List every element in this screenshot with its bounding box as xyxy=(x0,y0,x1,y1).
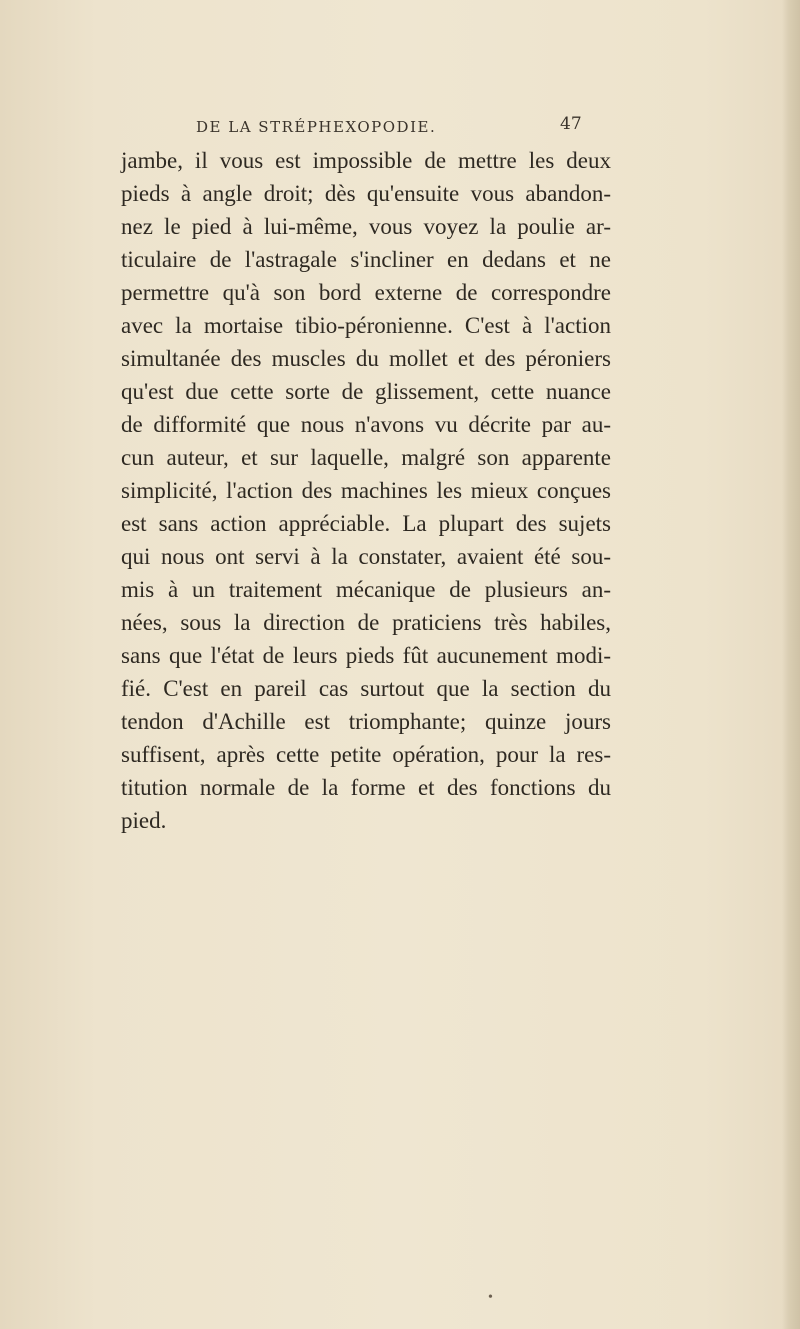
text-line: est sans action appréciable. La plupart des sujets xyxy=(121,511,611,536)
printer-mark: • xyxy=(488,1290,493,1305)
text-line: titution normale de la forme et des fonctions du xyxy=(121,775,611,800)
text-line: pied. xyxy=(121,808,167,833)
text-line: pieds à angle droit; dès qu'ensuite vous abandon- xyxy=(121,181,611,206)
text-line: cun auteur, et sur laquelle, malgré son apparente xyxy=(121,445,611,470)
text-line: simplicité, l'action des machines les mieux conçues xyxy=(121,478,611,503)
text-line: nées, sous la direction de praticiens très habiles, xyxy=(121,610,611,635)
page-number: 47 xyxy=(560,114,582,134)
text-line: fié. C'est en pareil cas surtout que la section du xyxy=(121,676,611,701)
text-line: simultanée des muscles du mollet et des péroniers xyxy=(121,346,611,371)
page-header xyxy=(0,114,800,142)
running-head: DE LA STRÉPHEXOPODIE. xyxy=(196,118,437,136)
text-line: jambe, il vous est impossible de mettre les deux xyxy=(121,148,611,173)
text-line: mis à un traitement mécanique de plusieurs an- xyxy=(121,577,611,602)
text-line: permettre qu'à son bord externe de correspondre xyxy=(121,280,611,305)
text-line: nez le pied à lui-même, vous voyez la poulie ar- xyxy=(121,214,611,239)
text-line: suffisent, après cette petite opération, pour la res- xyxy=(121,742,611,767)
body-paragraph xyxy=(121,144,611,837)
text-line: qui nous ont servi à la constater, avaient été sou- xyxy=(121,544,611,569)
text-line: qu'est due cette sorte de glissement, cette nuance xyxy=(121,379,611,404)
text-line: sans que l'état de leurs pieds fût aucunement modi- xyxy=(121,643,611,668)
page-edge-shadow xyxy=(782,0,800,1329)
text-line: de difformité que nous n'avons vu décrite par au- xyxy=(121,412,611,437)
text-line: avec la mortaise tibio-péronienne. C'est à l'action xyxy=(121,313,611,338)
text-line: ticulaire de l'astragale s'incliner en dedans et ne xyxy=(121,247,611,272)
text-line: tendon d'Achille est triomphante; quinze jours xyxy=(121,709,611,734)
